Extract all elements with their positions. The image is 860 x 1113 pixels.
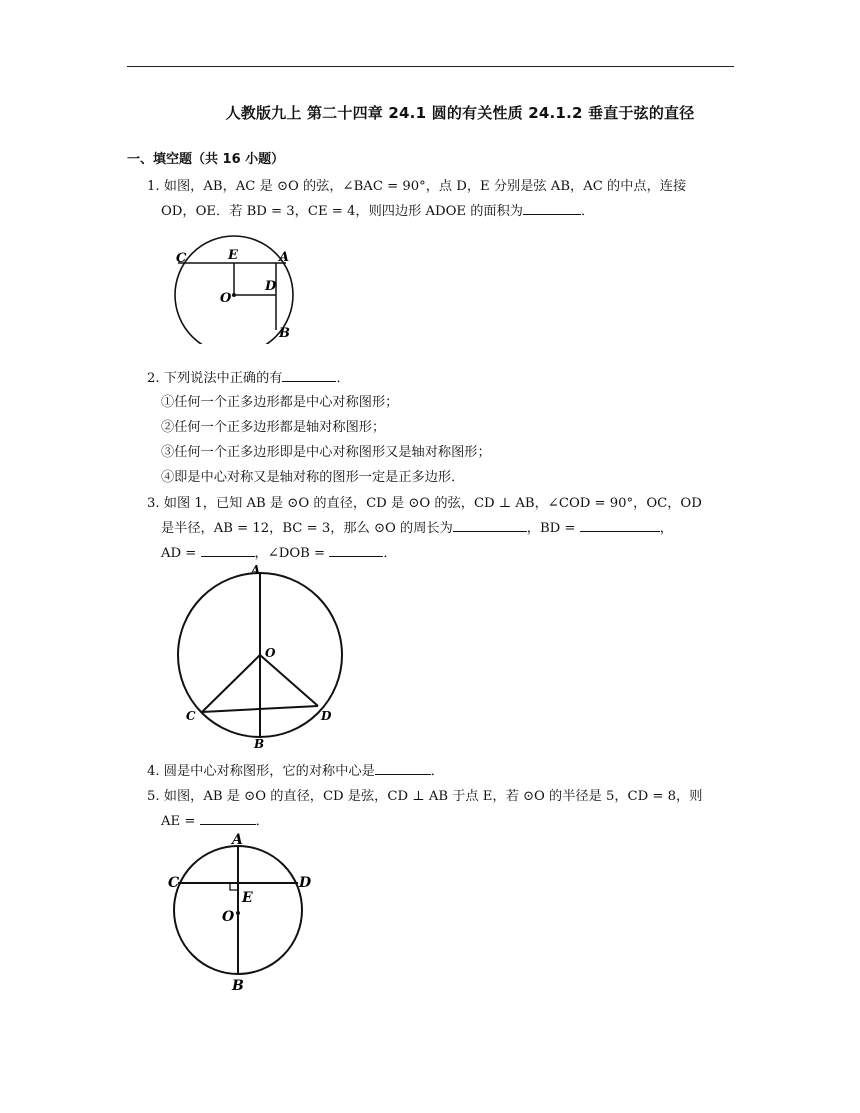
question-2 bbox=[147, 367, 350, 386]
answer-blank-bd[interactable] bbox=[580, 517, 660, 532]
question-text: ，∠DOB = bbox=[254, 546, 326, 561]
center-point bbox=[236, 911, 240, 915]
question-4 bbox=[147, 760, 444, 779]
question-text: AE = bbox=[161, 814, 196, 829]
section-heading: 一、填空题（共 16 小题） bbox=[127, 152, 285, 167]
question-text: 如图 1，已知 AB 是 ⊙O 的直径，CD 是 ⊙O 的弦，CD ⊥ AB，∠COD = 90°，OC，OD bbox=[163, 496, 702, 511]
figure-3 bbox=[176, 562, 346, 752]
page-title: 人教版九上 第二十四章 24.1 圆的有关性质 24.1.2 垂直于弦的直径 bbox=[225, 104, 695, 122]
center-point bbox=[232, 293, 236, 297]
label-d: D bbox=[299, 875, 312, 891]
answer-blank-perimeter[interactable] bbox=[453, 517, 527, 532]
label-a: A bbox=[279, 250, 290, 265]
label-d: D bbox=[265, 279, 277, 294]
figure-1 bbox=[162, 232, 312, 344]
label-c: C bbox=[176, 251, 187, 266]
radius-od bbox=[260, 655, 318, 706]
right-angle-mark bbox=[230, 883, 238, 890]
option-3: ③任何一个正多边形即是中心对称图形又是轴对称图形； bbox=[161, 445, 491, 460]
question-3-line-3 bbox=[161, 542, 397, 561]
answer-blank[interactable] bbox=[523, 200, 581, 215]
label-c: C bbox=[168, 875, 180, 891]
question-5-line-2 bbox=[161, 810, 269, 829]
answer-blank[interactable] bbox=[200, 810, 256, 825]
question-text: 如图，AB，AC 是 ⊙O 的弦，∠BAC = 90°，点 D，E 分别是弦 AB，AC 的中点，连接 bbox=[163, 179, 687, 194]
question-text: 如图，AB 是 ⊙O 的直径，CD 是弦，CD ⊥ AB 于点 E，若 ⊙O 的半径是 5，CD = 8，则 bbox=[163, 789, 703, 804]
question-1 bbox=[147, 175, 686, 194]
option-1: ①任何一个正多边形都是中心对称图形； bbox=[161, 395, 399, 410]
header-rule bbox=[127, 66, 734, 67]
question-number: 3. bbox=[147, 496, 160, 511]
option-4: ④即是中心对称又是轴对称的图形一定是正多边形． bbox=[161, 470, 465, 485]
label-d: D bbox=[321, 709, 332, 723]
question-text: ， bbox=[659, 521, 673, 536]
question-3 bbox=[147, 492, 702, 511]
label-b: B bbox=[254, 737, 265, 751]
question-5 bbox=[147, 785, 702, 804]
label-a: A bbox=[232, 832, 243, 848]
figure-5 bbox=[166, 832, 316, 994]
label-o: O bbox=[222, 909, 235, 925]
answer-blank-dob[interactable] bbox=[329, 542, 383, 557]
question-number: 1. bbox=[147, 179, 160, 194]
answer-blank[interactable] bbox=[282, 367, 336, 382]
question-text: OD，OE．若 BD = 3，CE = 4，则四边形 ADOE 的面积为 bbox=[161, 204, 523, 219]
label-b: B bbox=[279, 326, 290, 341]
question-text: 下列说法中正确的有 bbox=[163, 371, 283, 386]
question-text: ． bbox=[336, 371, 350, 386]
question-text: ． bbox=[255, 814, 269, 829]
question-text: 是半径，AB = 12，BC = 3，那么 ⊙O 的周长为 bbox=[161, 521, 453, 536]
question-text: 圆是中心对称图形，它的对称中心是 bbox=[163, 764, 375, 779]
radius-oc bbox=[202, 655, 260, 712]
label-o: O bbox=[265, 646, 276, 660]
question-number: 2. bbox=[147, 371, 160, 386]
question-number: 4. bbox=[147, 764, 160, 779]
label-e: E bbox=[242, 890, 253, 906]
label-o: O bbox=[220, 291, 232, 306]
question-text: ． bbox=[430, 764, 444, 779]
option-2: ②任何一个正多边形都是轴对称图形； bbox=[161, 420, 386, 435]
question-text: ． bbox=[581, 204, 595, 219]
label-a: A bbox=[251, 563, 261, 577]
answer-blank-ad[interactable] bbox=[201, 542, 255, 557]
label-b: B bbox=[232, 978, 244, 994]
label-e: E bbox=[228, 248, 238, 263]
question-text: ，BD = bbox=[526, 521, 576, 536]
question-1-line-2 bbox=[161, 200, 594, 219]
answer-blank[interactable] bbox=[375, 760, 431, 775]
question-text: ． bbox=[383, 546, 397, 561]
label-c: C bbox=[186, 709, 196, 723]
question-text: AD = bbox=[161, 546, 197, 561]
question-number: 5. bbox=[147, 789, 160, 804]
question-3-line-2 bbox=[161, 517, 673, 536]
